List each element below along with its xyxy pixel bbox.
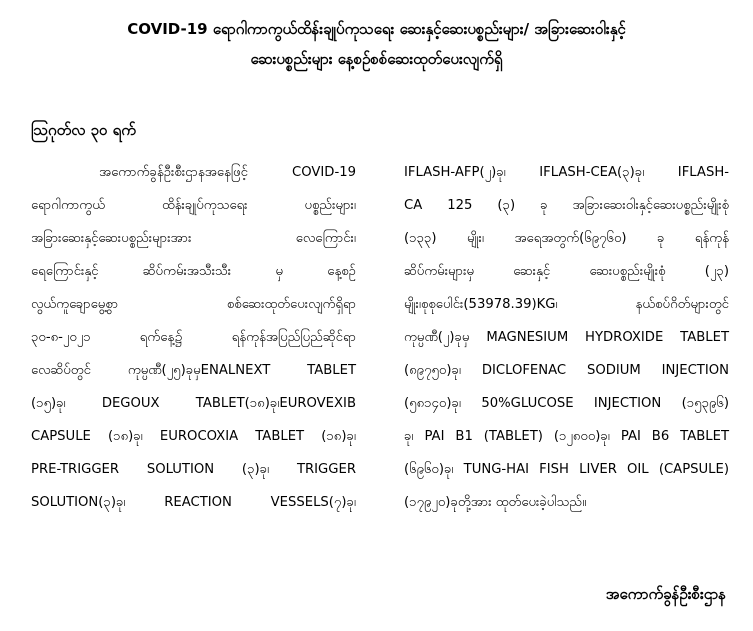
- body-text-line: ကုမ္ပဏီ(၂)ခုမှ MAGNESIUM HYDROXIDE TABLET: [404, 330, 729, 345]
- body-text-line: ၃၀-၈-၂၀၂၁ ရက်နေ့၌ ရန်ကုန်အပြည်ပြည်ဆိုင်ရာ: [31, 330, 356, 345]
- body-text-line: (၁၇၉၂၀)ခုတို့အား ထုတ်ပေးခဲ့ပါသည်။: [404, 495, 587, 510]
- body-text-line: အကောက်ခွန်ဦးစီးဌာနအနေဖြင့် COVID-19: [99, 165, 356, 180]
- document-title-line: COVID-19 ရောဂါကာကွယ်ထိန်းချုပ်ကုသရေး ဆေးနှင့်ဆေးပစ္စည်းများ/ အခြားဆေးဝါးနှင့်: [127, 20, 626, 38]
- body-text-line: (၈၉၇၅၀)ခု၊ DICLOFENAC SODIUM INJECTION: [404, 363, 729, 378]
- body-text-line: ရေကြောင်းနှင့် ဆိပ်ကမ်းအသီးသီး မှ နေ့စဉ်: [31, 264, 356, 279]
- body-text-line: IFLASH-AFP(၂)ခု၊ IFLASH-CEA(၃)ခု၊ IFLASH-: [404, 165, 729, 180]
- body-text-line: PRE-TRIGGER SOLUTION (၃)ခု၊ TRIGGER: [31, 462, 356, 477]
- body-text-line: (၆၉၆၀)ခု၊ TUNG-HAI FISH LIVER OIL (CAPSULE): [404, 462, 729, 477]
- body-text-line: (၁၅)ခု၊ DEGOUX TABLET(၁၈)ခု၊EUROVEXIB: [31, 396, 356, 411]
- body-text-line: SOLUTION(၃)ခု၊ REACTION VESSELS(၇)ခု၊: [31, 495, 356, 510]
- body-text-line: အခြားဆေးနှင့်ဆေးပစ္စည်းများအား လေကြောင်း၊: [31, 231, 356, 246]
- body-text-line: CAPSULE (၁၈)ခု၊ EUROCOXIA TABLET (၁၈)ခု၊: [31, 429, 356, 444]
- signature-department: အကောက်ခွန်ဦးစီးဌာန: [605, 585, 726, 603]
- body-text-line: ခု၊ PAI B1 (TABLET) (၁၂၈၀၀)ခု၊ PAI B6 TABLET: [404, 429, 729, 444]
- body-right-column: [404, 156, 729, 519]
- body-text-line: (၁၃၃) မျိုး၊ အရေအတွက်(၆၉၇၆၀) ခု ရန်ကုန်: [404, 231, 729, 246]
- body-text-line: မျိုး၊စုစုပေါင်း(53978.39)KG၊ နယ်စပ်ဂိတ်များတွင်: [404, 297, 729, 312]
- body-text-line: ဆိပ်ကမ်းများမှ ဆေးနှင့် ဆေးပစ္စည်းမျိုးစုံ (၂၃): [404, 264, 729, 279]
- body-text-line: ရောဂါကာကွယ် ထိန်းချုပ်ကုသရေး ပစ္စည်းများ၊: [31, 198, 356, 213]
- document-title: [30, 14, 723, 74]
- body-left-column: [31, 156, 356, 519]
- body-text-line: လွယ်ကူချောမွေ့စွာ စစ်ဆေးထုတ်ပေးလျက်ရှိရာ: [31, 297, 356, 312]
- body-text-line: လေဆိပ်တွင် ကုမ္ပဏီ(၂၅)ခုမှENALNEXT TABLET: [31, 363, 356, 378]
- body-text-line: CA 125 (၃) ခု အခြားဆေးဝါးနှင့်ဆေးပစ္စည်းမျိုးစုံ: [404, 198, 729, 213]
- document-title-line: ဆေးပစ္စည်းများ နေ့စဉ်စစ်ဆေးထုတ်ပေးလျက်ရှိ: [250, 50, 503, 68]
- document-date: ဩဂုတ်လ ၃၀ ရက်: [31, 121, 136, 139]
- body-text-line: (၅၈၁၄၀)ခု၊ 50%GLUCOSE INJECTION (၁၅၃၉၆): [404, 396, 729, 411]
